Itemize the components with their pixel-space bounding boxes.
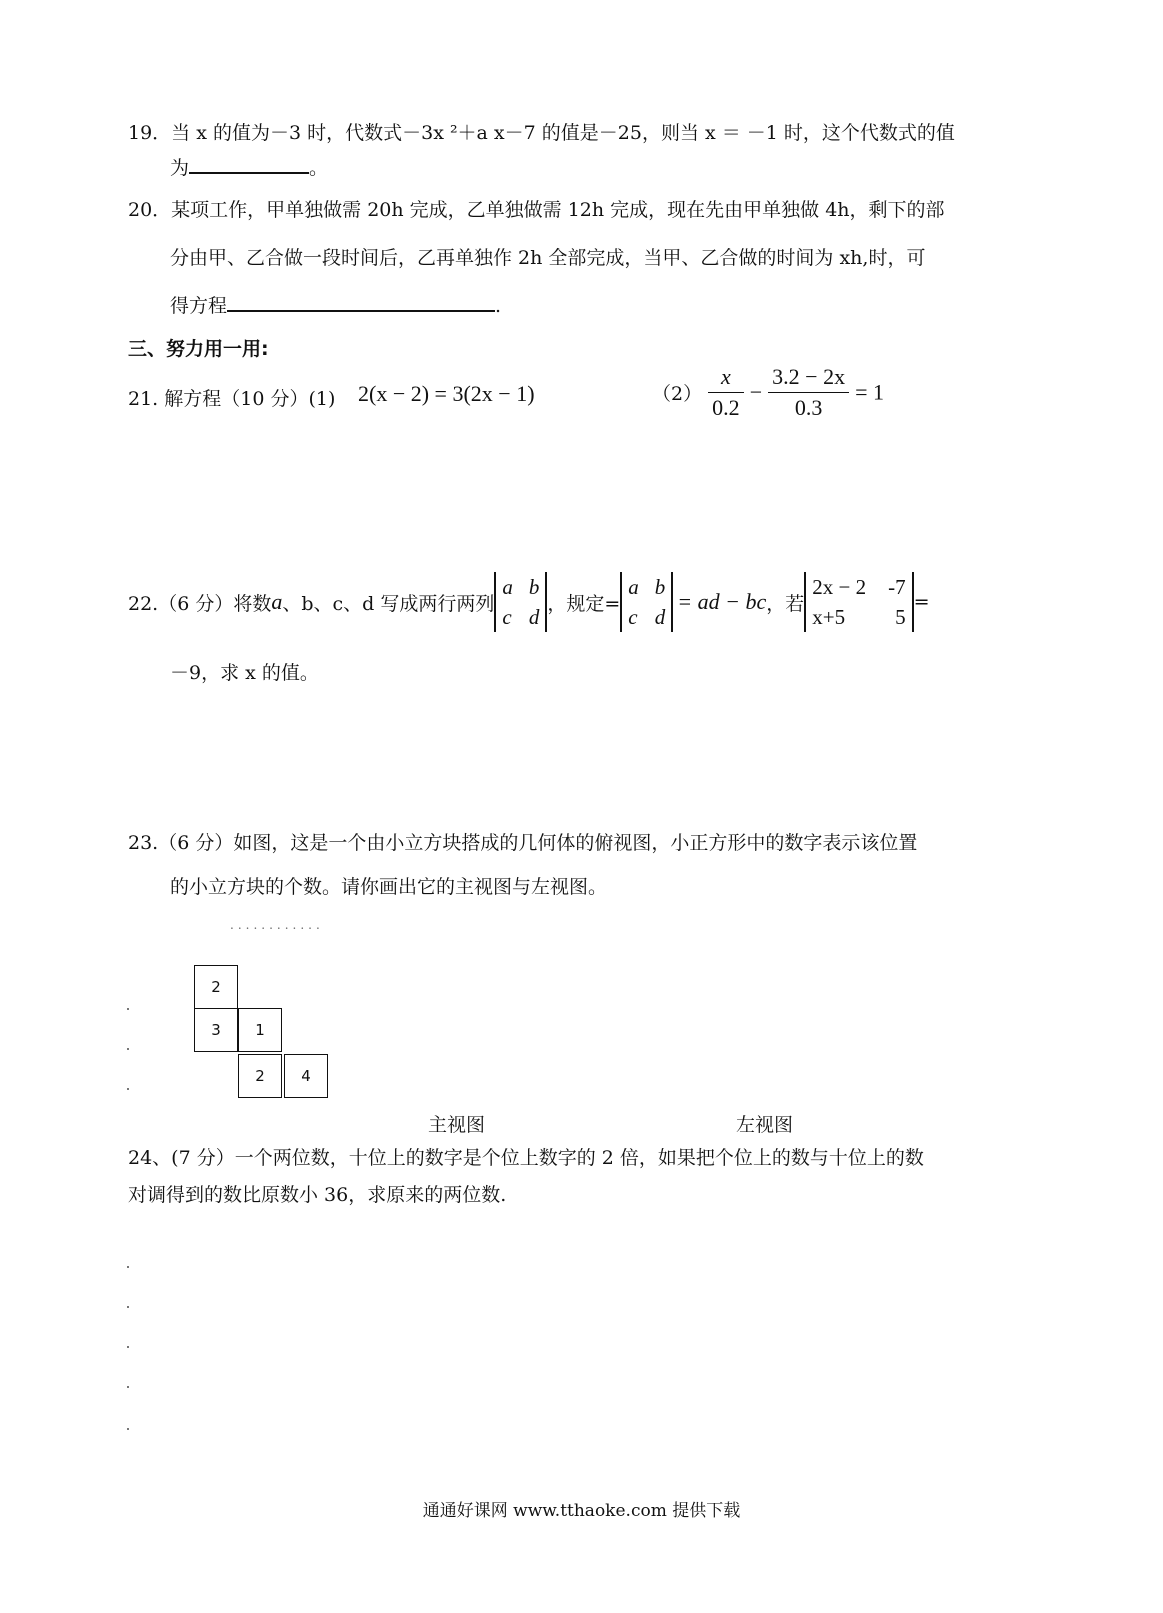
grid-cell: 4 <box>284 1054 328 1098</box>
q22-ruo: ，若 <box>766 592 805 615</box>
q21-label: 21. 解方程（10 分）(1) <box>128 388 336 410</box>
q22-determinant-2 <box>620 572 673 632</box>
q19-answer-blank <box>189 152 309 174</box>
grid-cell: 3 <box>194 1008 238 1052</box>
grid-cell: 2 <box>194 965 238 1009</box>
q22-prefix: 22.（6 分）将数 <box>128 592 272 615</box>
q21-fraction-1 <box>708 362 744 423</box>
left-view-label: 左视图 <box>736 1114 794 1136</box>
grid-cell: 2 <box>238 1054 282 1098</box>
front-view-label: 主视图 <box>428 1114 486 1136</box>
q24-line2: 对调得到的数比原数小 36，求原来的两位数. <box>128 1184 507 1206</box>
q22-determinant-3 <box>804 572 913 632</box>
det2-c: c <box>628 605 638 629</box>
margin-dot <box>127 1266 129 1268</box>
q21-part2 <box>652 362 884 423</box>
q23-line2: 的小立方块的个数。请你画出它的主视图与左视图。 <box>170 876 608 898</box>
det2-b: b <box>654 575 666 599</box>
q19-line1: 19．当 x 的值为－3 时，代数式－3x ²＋a x－7 的值是－25，则当 x ＝ －1 时，这个代数式的值 <box>128 122 955 144</box>
q21-minus: − <box>749 379 763 405</box>
det3-m22: 5 <box>895 605 906 629</box>
q22-line1 <box>128 572 930 632</box>
q21-f2-denominator: 0.3 <box>794 395 823 420</box>
q20-line2: 分由甲、乙合做一段时间后，乙再单独作 2h 全部完成，当甲、乙合做的时间为 xh,时，可 <box>170 247 926 269</box>
det3-m12: -7 <box>888 575 906 599</box>
margin-dot <box>127 1346 129 1348</box>
q22-rule: ，规定= <box>547 592 621 615</box>
det1-c: c <box>502 605 512 629</box>
q22-var-a: a <box>271 589 283 614</box>
q22-line2: －9，求 x 的值。 <box>170 662 319 684</box>
q21-f1-denominator: 0.2 <box>712 395 740 420</box>
margin-dot <box>127 1386 129 1388</box>
q22-formula: = ad − bc <box>677 589 767 614</box>
q22-mid: 、b、c、d 写成两行两列 <box>282 592 495 615</box>
q19-line2-prefix: 为 <box>170 157 190 179</box>
det1-b: b <box>528 575 540 599</box>
det1-a: a <box>502 575 513 599</box>
det2-d: d <box>654 605 666 629</box>
footer-text: 通通好课网 www.tthaoke.com 提供下载 <box>422 1501 741 1521</box>
q21-f2-numerator: 3.2 − 2x <box>768 362 849 393</box>
q20-line3 <box>170 290 501 318</box>
margin-dot <box>127 1048 129 1050</box>
q19-line2-suffix: 。 <box>309 157 329 179</box>
q22-determinant-1 <box>494 572 547 632</box>
q21-fraction-2 <box>768 362 849 423</box>
q21-equation-1: 2(x − 2) = 3(2x − 1) <box>358 381 535 406</box>
det3-m11: 2x − 2 <box>812 575 867 599</box>
q21-rhs: = 1 <box>855 379 885 405</box>
section-title: 三、努力用一用: <box>128 338 269 360</box>
det1-d: d <box>528 605 540 629</box>
q24-line1: 24、(7 分）一个两位数，十位上的数字是个位上数字的 2 倍，如果把个位上的数与十位上的数 <box>128 1147 924 1169</box>
grid-cell: 1 <box>238 1008 282 1052</box>
margin-dot <box>127 1306 129 1308</box>
q20-line3-prefix: 得方程 <box>170 295 228 317</box>
q21-f1-numerator: x <box>708 362 744 393</box>
q20-line1: 20．某项工作，甲单独做需 20h 完成，乙单独做需 12h 完成，现在先由甲单独做 4h，剩下的部 <box>128 199 945 221</box>
q21-part2-label: （2） <box>652 383 703 405</box>
det2-a: a <box>628 575 639 599</box>
q19-line2 <box>170 152 328 180</box>
dotted-mark: ............ <box>230 918 324 932</box>
det3-m21: x+5 <box>812 605 846 629</box>
margin-dot <box>127 1088 129 1090</box>
q20-line3-suffix: . <box>495 295 502 317</box>
q20-answer-blank <box>227 290 495 312</box>
q23-line1: 23.（6 分）如图，这是一个由小立方块搭成的几何体的俯视图，小正方形中的数字表示该位置 <box>128 832 918 854</box>
margin-dot <box>127 1428 129 1430</box>
margin-dot <box>127 1008 129 1010</box>
q22-equals: = <box>913 591 930 613</box>
